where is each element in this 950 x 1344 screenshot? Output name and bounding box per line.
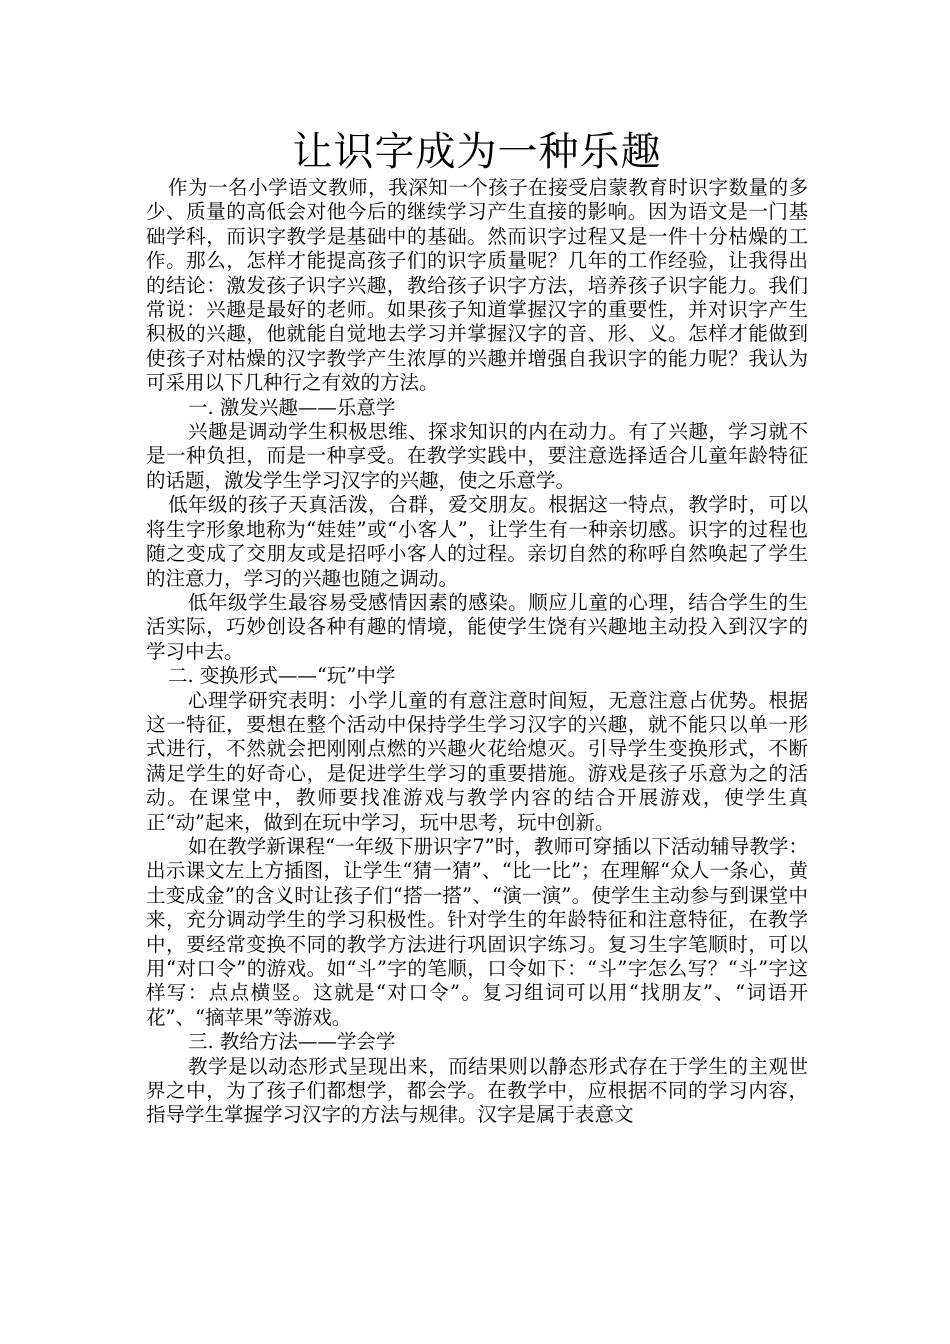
body-paragraph: 教学是以动态形式呈现出来，而结果则以静态形式存在于学生的主观世界之中，为了孩子们都想学，都会学。在教学中，应根据不同的学习内容，指导学生掌握学习汉字的方法与规律。汉字是属于表意文 <box>146 1054 808 1127</box>
document-title: 让识字成为一种乐趣 <box>292 129 662 175</box>
body-paragraph: 低年级学生最容易受感情因素的感染。顺应儿童的心理，结合学生的生活实际，巧妙创设各种有趣的情境，能使学生饶有兴趣地主动投入到汉字的学习中去。 <box>146 590 808 663</box>
body-paragraph: 兴趣是调动学生积极思维、探求知识的内在动力。有了兴趣，学习就不是一种负担，而是一种享受。在教学实践中，要注意选择适合儿童年龄特征的话题，激发学生学习汉字的兴趣，使之乐意学。 <box>146 420 808 492</box>
document-body <box>146 176 808 1128</box>
body-paragraph: 心理学研究表明：小学儿童的有意注意时间短，无意注意占优势。根据这一特征，要想在整个活动中保持学生学习汉字的兴趣，就不能只以单一形式进行，不然就会把刚刚点燃的兴趣火花给熄灭。引导学生变换形式，不断满足学生的好奇心，是促进学生学习的重要措施。游戏是孩子乐意为之的活动。在课堂中，教师要找准游戏与教学内容的结合开展游戏，使学生真正“动”起来，做到在玩中学习，玩中思考，玩中创新。 <box>146 688 808 834</box>
body-paragraph: 低年级的孩子天真活泼，合群，爱交朋友。根据这一特点，教学时，可以将生字形象地称为“娃娃”或“小客人”，让学生有一种亲切感。识字的过程也随之变成了交朋友或是招呼小客人的过程。亲切自然的称呼自然唤起了学生的注意力，学习的兴趣也随之调动。 <box>146 493 808 590</box>
section-heading: 三. 教给方法——学会学 <box>188 1030 396 1054</box>
body-paragraph: 如在教学新课程“一年级下册识字7”时，教师可穿插以下活动辅导教学：出示课文左上方插图，让学生“猜一猜”、“比一比”；在理解“众人一条心，黄土变成金”的含义时让孩子们“搭一搭”、“演一演”。使学生主动参与到课堂中来，充分调动学生的学习积极性。针对学生的年龄特征和注意特征，在教学中，要经常变换不同的教学方法进行巩固识字练习。复习生字笔顺时，可以用“对口令”的游戏。如“斗”字的笔顺，口令如下：“斗”字怎么写？“斗”字这样写：点点横竖。这就是“对口令”。复习组词可以用“找朋友”、“词语开花”、“摘苹果”等游戏。 <box>146 834 808 1029</box>
document-page <box>146 128 808 1128</box>
section-heading: 一. 激发兴趣——乐意学 <box>188 395 396 419</box>
body-paragraph: 作为一名小学语文教师，我深知一个孩子在接受启蒙教育时识字数量的多少、质量的高低会对他今后的继续学习产生直接的影响。因为语文是一门基础学科，而识字教学是基础中的基础。然而识字过程又是一件十分枯燥的工作。那么，怎样才能提高孩子们的识字质量呢？几年的工作经验，让我得出的结论：激发孩子识字兴趣，教给孩子识字方法，培养孩子识字能力。我们常说：兴趣是最好的老师。如果孩子知道掌握汉字的重要性，并对识字产生积极的兴趣，他就能自觉地去学习并掌握汉字的音、形、义。怎样才能做到使孩子对枯燥的汉字教学产生浓厚的兴趣并增强自我识字的能力呢？我认为可采用以下几种行之有效的方法。 <box>146 176 808 395</box>
section-heading: 二. 变换形式——“玩”中学 <box>168 664 396 688</box>
